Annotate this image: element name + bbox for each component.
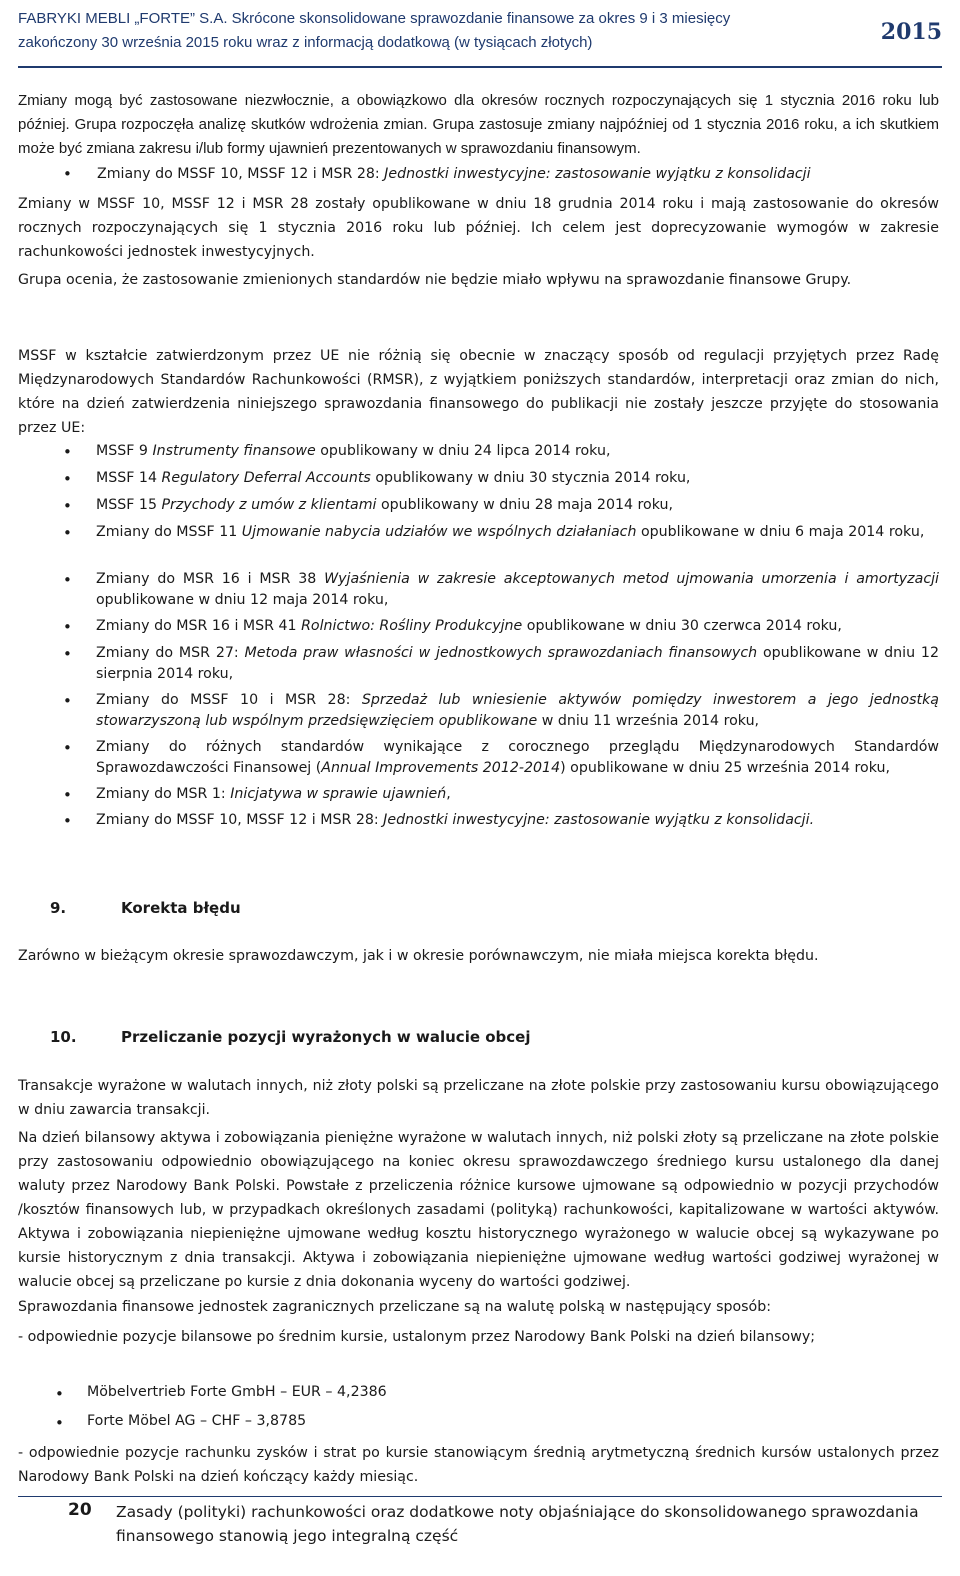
standard-item-lead: Zmiany do MSR 16 i MSR 41: [96, 618, 302, 634]
header-year: 2015: [880, 19, 942, 45]
standard-item-italic: Sprzedaż lub wniesienie aktywów pomiędzy inwestorem a jego jednostką stowarzyszoną lub wspólnym przedsięwzięciem opublikowane: [96, 692, 939, 729]
standard-item-lead: Zmiany do MSSF 10, MSSF 12 i MSR 28:: [96, 812, 384, 828]
section-10-title: Przeliczanie pozycji wyrażonych w walucie obcej: [121, 1028, 531, 1046]
standard-item-italic: Metoda praw własności w jednostkowych sprawozdaniach finansowych: [244, 645, 758, 661]
intro-paragraph: Zmiany mogą być zastosowane niezwłocznie, a obowiązkowo dla okresów rocznych rozpoczynających się 1 stycznia 2016 roku lub później. Grupa rozpoczęła analizę skutków wdrożenia zmian. Grupa zastosuje zmiany najpóźniej od 1 stycznia 2016 roku, a ich skutkiem może być zmiana zakresu i/lub formy ujawnień prezentowanych w sprawozdaniu finansowym.: [18, 92, 939, 157]
standard-item-italic: Inicjatywa w sprawie ujawnień: [230, 786, 447, 802]
section-10-number: 10.: [50, 1028, 77, 1046]
standard-item-italic: Annual Improvements 2012-2014: [321, 760, 561, 776]
standard-item: [96, 522, 939, 543]
standard-item: [96, 495, 939, 516]
standard-item-italic: Rolnictwo: Rośliny Produkcyjne: [301, 618, 523, 634]
bullet-icon: •: [63, 786, 72, 804]
standard-item-tail: ,: [446, 786, 451, 802]
bullet-icon: •: [63, 165, 72, 183]
standard-item-tail: opublikowane w dniu 6 maja 2014 roku,: [636, 524, 925, 540]
standard-item-lead: MSSF 9: [96, 443, 153, 459]
bullet-icon: •: [63, 739, 72, 757]
section-10-paragraph-3: Sprawozdania finansowe jednostek zagranicznych przeliczane są na walutę polską w następujący sposób:: [18, 1299, 772, 1315]
bullet-icon: •: [63, 571, 72, 589]
page-number: 20: [68, 1500, 92, 1520]
standard-item-lead: MSSF 14: [96, 470, 162, 486]
standard-item-tail: w dniu 11 września 2014 roku,: [537, 713, 760, 729]
standard-item-lead: Zmiany do MSR 1:: [96, 786, 231, 802]
bullet-icon: •: [63, 692, 72, 710]
bullet-icon: •: [55, 1414, 64, 1432]
standard-item-italic: Regulatory Deferral Accounts: [161, 470, 371, 486]
amendment-paragraph: Zmiany w MSSF 10, MSSF 12 i MSR 28 zostały opublikowane w dniu 18 grudnia 2014 roku i mają zastosowanie do okresów rocznych rozpoczynających się 1 stycznia 2016 roku lub później. Ich celem jest doprecyzowanie wymogów w zakresie rachunkowości jednostek inwestycyjnych.: [18, 196, 939, 260]
assessment-paragraph: Grupa ocenia, że zastosowanie zmienionych standardów nie będzie miało wpływu na sprawozdanie finansowe Grupy.: [18, 272, 852, 288]
section-10-paragraph-1: Transakcje wyrażone w walutach innych, niż złoty polski są przeliczane na złote polskie przy zastosowaniu kursu obowiązującego w dniu zawarcia transakcji.: [18, 1078, 939, 1118]
exchange-rate-eur: Möbelvertrieb Forte GmbH – EUR – 4,2386: [87, 1384, 387, 1400]
standard-item-tail: opublikowany w dniu 30 stycznia 2014 roku,: [370, 470, 691, 486]
standard-item: [96, 441, 939, 462]
standard-item-tail: opublikowany w dniu 28 maja 2014 roku,: [376, 497, 674, 513]
page-header: [18, 6, 942, 68]
standard-item-tail: ) opublikowane w dniu 25 września 2014 roku,: [560, 760, 890, 776]
standard-item: [96, 569, 939, 611]
standard-item: [96, 690, 939, 732]
standard-item-lead: Zmiany do różnych standardów wynikające z corocznego przeglądu Międzynarodowych Standardów Sprawozdawczości Finansowej (: [96, 739, 939, 776]
standard-item: [96, 616, 939, 637]
section-9-text: Zarówno w bieżącym okresie sprawozdawczym, jak i w okresie porównawczym, nie miała miejsca korekta błędu.: [18, 948, 819, 964]
standard-item: [96, 643, 939, 685]
standard-item-lead: Zmiany do MSSF 11: [96, 524, 242, 540]
standard-item-tail: opublikowane w dniu 12 sierpnia 2014 roku,: [96, 645, 939, 682]
header-title-line1: FABRYKI MEBLI „FORTE” S.A. Skrócone skonsolidowane sprawozdanie finansowe za okres 9 i 3 miesięcy: [18, 10, 731, 27]
section-10-paragraph-5: - odpowiednie pozycje rachunku zysków i strat po kursie stanowiącym średnią arytmetyczną średnich kursów ustalonych przez Narodowy Bank Polski na dzień kończący każdy miesiąc.: [18, 1445, 939, 1485]
standard-item-italic: Wyjaśnienia w zakresie akceptowanych metod ujmowania umorzenia i amortyzacji: [324, 571, 940, 587]
standard-item-tail: opublikowane w dniu 30 czerwca 2014 roku,: [522, 618, 842, 634]
standard-item-italic: Ujmowanie nabycia udziałów we wspólnych działaniach: [241, 524, 637, 540]
section-10-paragraph-4: - odpowiednie pozycje bilansowe po średnim kursie, ustalonym przez Narodowy Bank Polski na dzień bilansowy;: [18, 1329, 816, 1345]
standard-item-tail: opublikowany w dniu 24 lipca 2014 roku,: [315, 443, 611, 459]
section-10-paragraph-2: Na dzień bilansowy aktywa i zobowiązania pieniężne wyrażone w walutach innych, niż polski złoty są przeliczane na złote polskie przy zastosowaniu odpowiednio obowiązującego na koniec okresu sprawozdawczego średniego kursu ustalonego dla danej waluty przez Narodowy Bank Polski. Powstałe z przeliczenia różnice kursowe ujmowane są odpowiednio w pozycji przychodów /kosztów finansowych lub, w przypadkach określonych zasadami (polityką) rachunkowości, kapitalizowane w wartości aktywów. Aktywa i zobowiązania niepieniężne ujmowane według kosztu historycznego wyrażonego w walucie obcej są wykazywane po kursie historycznym z dnia transakcji. Aktywa i zobowiązania niepieniężne ujmowane według wartości godziwej wyrażonej w walucie obcej są przeliczane po kursie z dnia dokonania wyceny do wartości godziwej.: [18, 1130, 939, 1290]
footer-divider: [18, 1496, 942, 1497]
bullet-icon: •: [63, 645, 72, 663]
footer-note: Zasady (polityki) rachunkowości oraz dodatkowe noty objaśniające do skonsolidowanego sprawozdania finansowego stanowią jego integralną część: [116, 1503, 919, 1545]
standard-item: [96, 468, 939, 489]
standard-item-lead: Zmiany do MSR 27:: [96, 645, 245, 661]
bullet-lead: Zmiany do MSSF 10, MSSF 12 i MSR 28:: [97, 166, 385, 182]
standard-item: [96, 810, 939, 831]
ue-intro-paragraph: MSSF w kształcie zatwierdzonym przez UE nie różnią się obecnie w znaczący sposób od regulacji przyjętych przez Radę Międzynarodowych Standardów Rachunkowości (RMSR), z wyjątkiem poniższych standardów, interpretacji oraz zmian do nich, które na dzień zatwierdzenia niniejszego sprawozdania finansowego do publikacji nie zostały jeszcze przyjęte do stosowania przez UE:: [18, 348, 939, 436]
bullet-italic: Jednostki inwestycyjne: zastosowanie wyjątku z konsolidacji: [384, 166, 811, 182]
standard-item-italic: Instrumenty finansowe: [152, 443, 316, 459]
standard-item-lead: MSSF 15: [96, 497, 162, 513]
bullet-item-investment-entities: [97, 162, 939, 186]
bullet-icon: •: [63, 443, 72, 461]
section-9-title: Korekta błędu: [121, 899, 241, 917]
standard-item-lead: Zmiany do MSR 16 i MSR 38: [96, 571, 325, 587]
bullet-icon: •: [63, 524, 72, 542]
standard-item-tail: opublikowane w dniu 12 maja 2014 roku,: [96, 592, 389, 608]
bullet-icon: •: [63, 470, 72, 488]
bullet-icon: •: [63, 618, 72, 636]
exchange-rate-chf: Forte Möbel AG – CHF – 3,8785: [87, 1413, 307, 1429]
header-title-line2: zakończony 30 września 2015 roku wraz z informacją dodatkową (w tysiącach złotych): [18, 34, 593, 51]
standard-item: [96, 784, 939, 805]
bullet-icon: •: [55, 1385, 64, 1403]
standard-item-italic: Przychody z umów z klientami: [161, 497, 377, 513]
bullet-icon: •: [63, 812, 72, 830]
standard-item-italic: Jednostki inwestycyjne: zastosowanie wyjątku z konsolidacji.: [383, 812, 815, 828]
section-9-number: 9.: [50, 899, 67, 917]
standard-item: [96, 737, 939, 779]
standard-item-lead: Zmiany do MSSF 10 i MSR 28:: [96, 692, 362, 708]
bullet-icon: •: [63, 497, 72, 515]
